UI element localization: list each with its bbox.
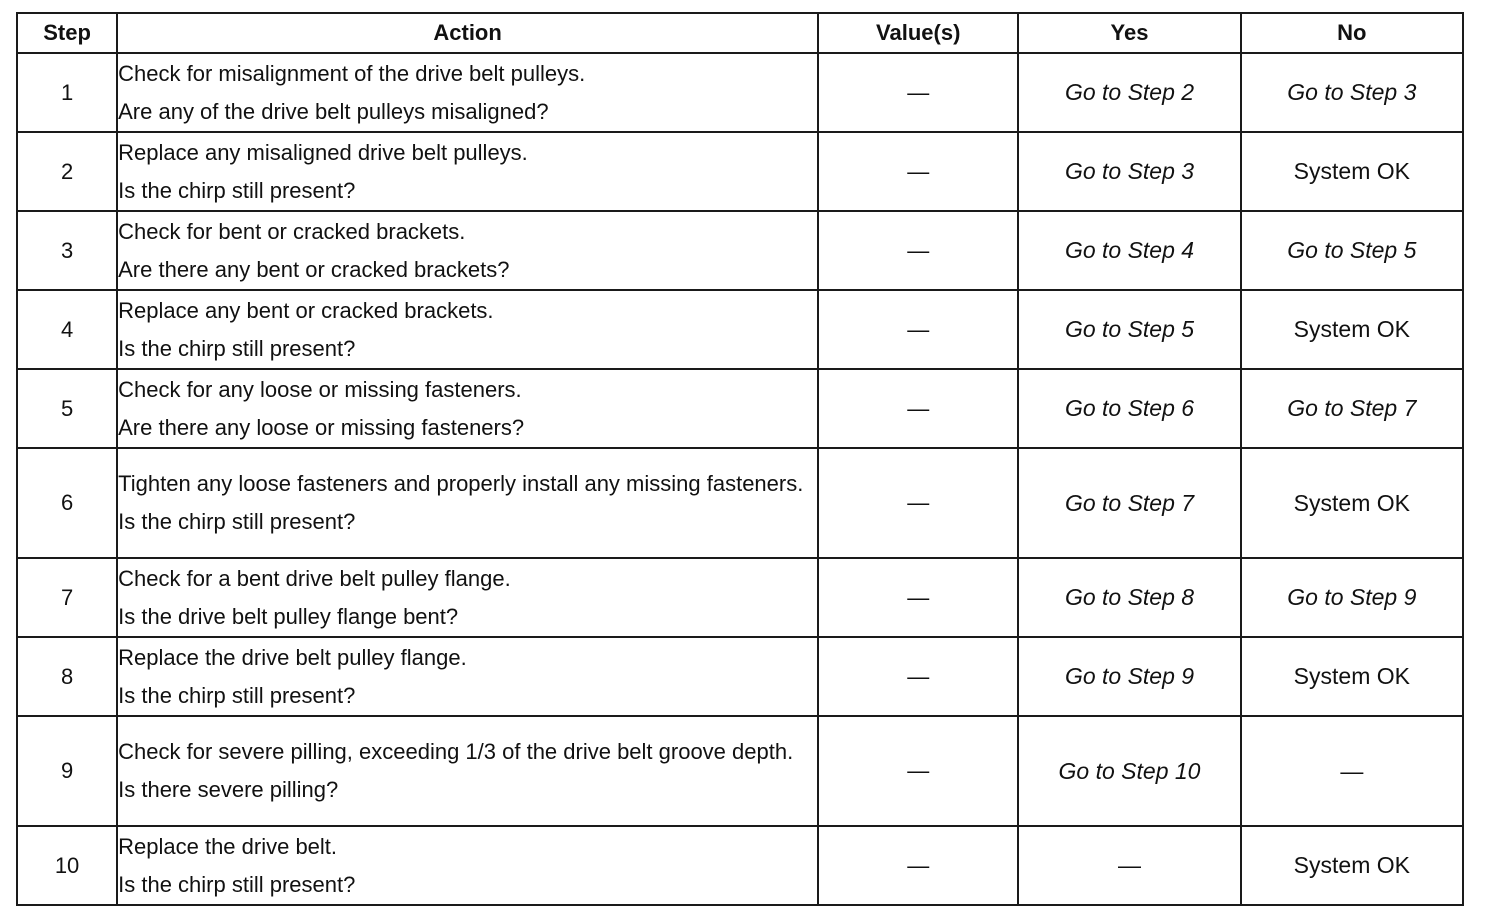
table-row: [17, 826, 1463, 905]
value-cell: —: [818, 558, 1018, 637]
diagnostic-table: [16, 12, 1464, 906]
table-row: [17, 369, 1463, 448]
table-row: [17, 716, 1463, 826]
action-cell: [117, 369, 818, 448]
action-cell: [117, 558, 818, 637]
question-text: Are there any loose or missing fasteners?: [118, 414, 525, 440]
yes-cell: Go to Step 3: [1018, 132, 1240, 211]
no-cell: Go to Step 3: [1241, 53, 1463, 132]
action-text: Check for misalignment of the drive belt pulleys.: [118, 60, 586, 86]
no-cell: System OK: [1241, 826, 1463, 905]
header-yes: Yes: [1018, 13, 1240, 53]
yes-cell: Go to Step 9: [1018, 637, 1240, 716]
question-text: Is the chirp still present?: [118, 177, 356, 203]
value-cell: —: [818, 290, 1018, 369]
action-text: Tighten any loose fasteners and properly install any missing fasteners.: [118, 471, 804, 496]
action-text: Check for any loose or missing fasteners.: [118, 376, 522, 402]
table-row: [17, 558, 1463, 637]
yes-cell: Go to Step 5: [1018, 290, 1240, 369]
no-cell: Go to Step 5: [1241, 211, 1463, 290]
action-cell: [117, 132, 818, 211]
question-text: Is the drive belt pulley flange bent?: [118, 603, 459, 629]
action-cell: [117, 637, 818, 716]
step-number: 3: [17, 211, 117, 290]
no-cell: System OK: [1241, 637, 1463, 716]
header-action: Action: [117, 13, 818, 53]
header-value: Value(s): [818, 13, 1018, 53]
question-text: Is the chirp still present?: [118, 509, 356, 534]
value-cell: —: [818, 132, 1018, 211]
action-cell: [117, 448, 818, 558]
action-text: Check for bent or cracked brackets.: [118, 218, 466, 244]
value-cell: —: [818, 826, 1018, 905]
action-cell: [117, 211, 818, 290]
step-number: 5: [17, 369, 117, 448]
step-number: 6: [17, 448, 117, 558]
no-cell: System OK: [1241, 290, 1463, 369]
action-text: Check for severe pilling, exceeding 1/3 of the drive belt groove depth.: [118, 739, 794, 764]
value-cell: —: [818, 716, 1018, 826]
no-cell: System OK: [1241, 132, 1463, 211]
header-no: No: [1241, 13, 1463, 53]
no-cell: Go to Step 7: [1241, 369, 1463, 448]
question-text: Is the chirp still present?: [118, 871, 356, 897]
table-row: [17, 132, 1463, 211]
no-cell: System OK: [1241, 448, 1463, 558]
yes-cell: Go to Step 2: [1018, 53, 1240, 132]
value-cell: —: [818, 637, 1018, 716]
question-text: Are any of the drive belt pulleys misaligned?: [118, 98, 549, 124]
action-cell: [117, 290, 818, 369]
no-cell: Go to Step 9: [1241, 558, 1463, 637]
question-text: Are there any bent or cracked brackets?: [118, 256, 510, 282]
value-cell: —: [818, 211, 1018, 290]
step-number: 4: [17, 290, 117, 369]
step-number: 1: [17, 53, 117, 132]
yes-cell: —: [1018, 826, 1240, 905]
yes-cell: Go to Step 8: [1018, 558, 1240, 637]
yes-cell: Go to Step 6: [1018, 369, 1240, 448]
step-number: 9: [17, 716, 117, 826]
header-step: Step: [17, 13, 117, 53]
yes-cell: Go to Step 10: [1018, 716, 1240, 826]
table-row: [17, 290, 1463, 369]
action-cell: [117, 716, 818, 826]
question-text: Is the chirp still present?: [118, 335, 356, 361]
action-text: Check for a bent drive belt pulley flange.: [118, 565, 511, 591]
step-number: 10: [17, 826, 117, 905]
yes-cell: Go to Step 7: [1018, 448, 1240, 558]
step-number: 8: [17, 637, 117, 716]
table-row: [17, 448, 1463, 558]
action-text: Replace the drive belt.: [118, 833, 338, 859]
value-cell: —: [818, 53, 1018, 132]
table-row: [17, 53, 1463, 132]
yes-cell: Go to Step 4: [1018, 211, 1240, 290]
value-cell: —: [818, 369, 1018, 448]
action-text: Replace the drive belt pulley flange.: [118, 644, 467, 670]
action-cell: [117, 53, 818, 132]
value-cell: —: [818, 448, 1018, 558]
action-cell: [117, 826, 818, 905]
step-number: 7: [17, 558, 117, 637]
action-text: Replace any misaligned drive belt pulleys.: [118, 139, 528, 165]
question-text: Is the chirp still present?: [118, 682, 356, 708]
table-row: [17, 211, 1463, 290]
step-number: 2: [17, 132, 117, 211]
action-text: Replace any bent or cracked brackets.: [118, 297, 494, 323]
no-cell: —: [1241, 716, 1463, 826]
question-text: Is there severe pilling?: [118, 777, 339, 802]
header-row: [17, 13, 1463, 53]
table-row: [17, 637, 1463, 716]
